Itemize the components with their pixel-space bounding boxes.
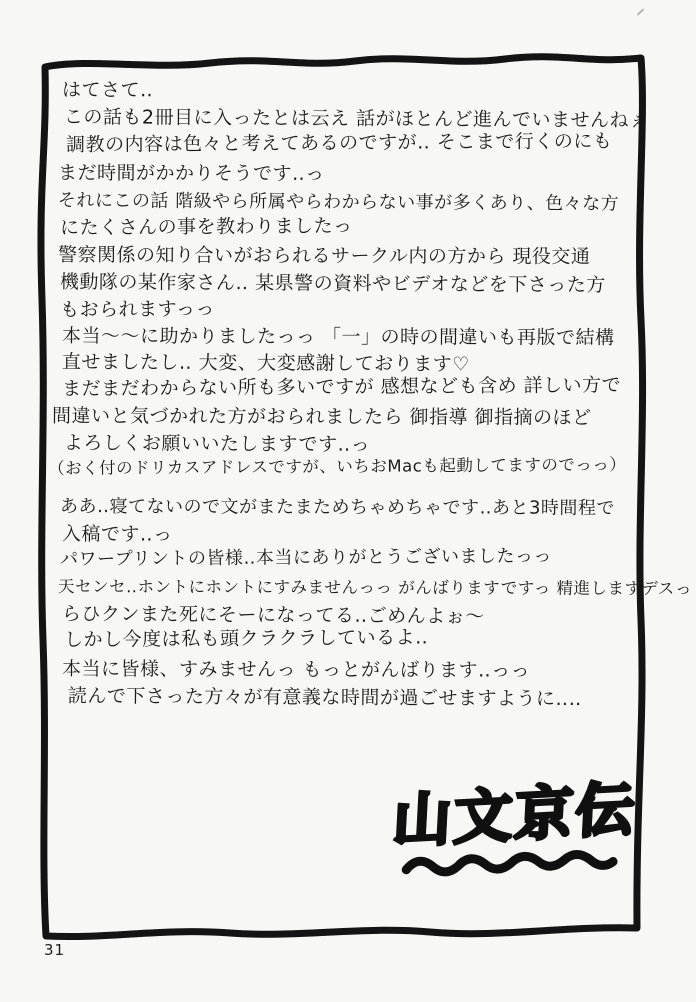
handwritten-line: （おく付のドリカスアドレスですが、いちおMacも起動してますのでっっ） [47, 454, 627, 478]
handwritten-line: ああ‥寝てないので文がまたまためちゃめちゃです‥あと3時間程で [59, 496, 615, 519]
handwritten-line: まだまだわからない所も多いですが 感想なども含め 詳しい方で [61, 374, 622, 400]
handwritten-line: にたくさんの事を教わりましたっ [59, 214, 353, 239]
handwritten-line: 本当に皆様、すみませんっ もっとがんばります‥っっ [61, 658, 531, 682]
handwritten-line: 入稿です‥っ [61, 523, 173, 546]
page-number: 31 [44, 941, 66, 959]
handwritten-line: 本当〜〜に助かりましたっっ 「一」の時の間違いも再版で結構 [61, 325, 615, 349]
handwritten-line: パワープリントの皆様‥本当にありがとうございましたっっ [59, 545, 553, 570]
artist-signature [391, 774, 643, 876]
handwritten-line: もおられますっっ [59, 297, 216, 321]
handwritten-line: 間違いと気づかれた方がおられましたら 御指導 御指摘のほど [51, 405, 592, 429]
handwritten-line: はてさて‥ [61, 79, 154, 102]
handwritten-line: らひクンまた死にそーになってる‥ごめんよぉ〜 [61, 603, 485, 628]
handwritten-line: 調教の内容は色々と考えてあるのですが‥ そこまで行くのにも [65, 130, 613, 156]
artist-signature-text: 山文京伝 [391, 774, 639, 856]
handwritten-line: よろしくお願いいたしますです‥っ [63, 432, 371, 456]
handwritten-line: 読んで下さった方々が有意義な時間が過ごせますように‥‥ [67, 685, 582, 711]
handwritten-line: まだ時間がかかりそうです‥っ [57, 162, 325, 185]
handwritten-line: この話も2冊目に入ったとは云え 話がほとんど進んでいませんねぇ [63, 106, 649, 132]
handwritten-line: 直せましたし‥ 大変、大変感謝しております♡ [61, 351, 470, 376]
handwritten-line: しかし今度は私も頭クラクラしているよ‥ [63, 626, 429, 651]
handwritten-line: 機動隊の某作家さん‥ 某県警の資料やビデオなどを下さった方 [59, 271, 606, 297]
handwritten-line: それにこの話 階級やら所属やらわからない事が多くあり、色々な方 [57, 190, 620, 215]
handwritten-line: 天センセ‥ホントにホントにすみませんっっ がんばりますですっ 精進しますデスっ [57, 577, 693, 599]
handwritten-line: 警察関係の知り合いがおられるサークル内の方から 現役交通 [57, 244, 591, 268]
scan-speck [636, 8, 644, 16]
